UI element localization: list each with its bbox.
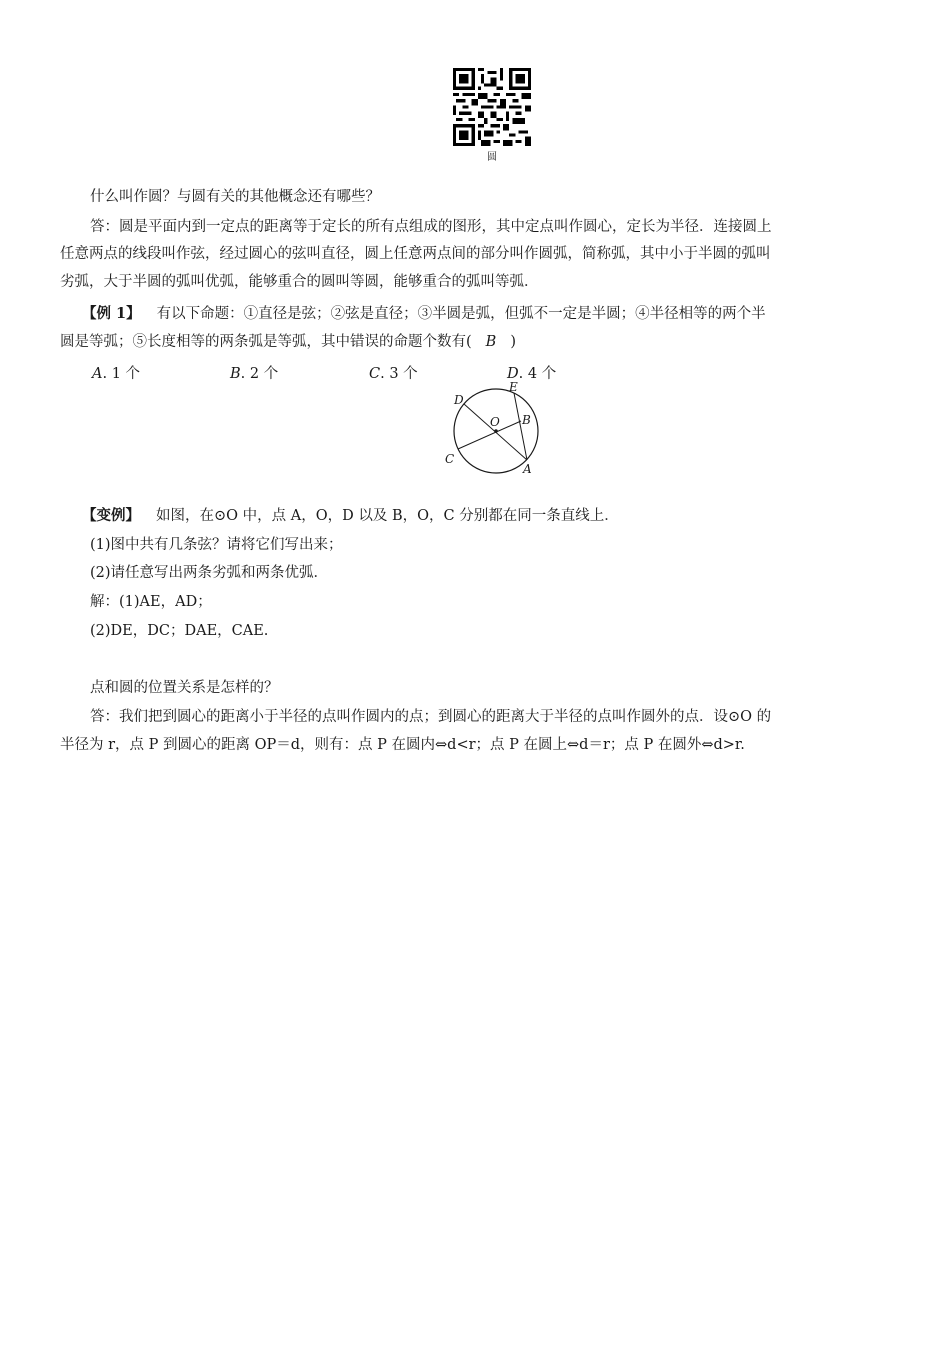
- option-c: C. 3 个: [369, 366, 418, 382]
- example1-label: 【例 1】: [82, 305, 141, 322]
- section1-question: 什么叫作圆？与圆有关的其他概念还有哪些？: [90, 189, 380, 205]
- label-o: O: [490, 415, 500, 429]
- label-c: C: [445, 452, 455, 466]
- circle-diagram: [440, 380, 550, 480]
- variant-line: [82, 507, 619, 525]
- example1-text: 圆是等弧；⑤长度相等的两条弧是等弧，其中错误的命题个数有(: [60, 334, 472, 350]
- label-a: A: [523, 462, 532, 476]
- section2-answer-line: 答：我们把到圆心的距离小于半径的点叫作圆内的点；到圆心的距离大于半径的点叫作圆外的点．设⊙O 的: [90, 709, 772, 725]
- example1-line2: [60, 333, 516, 351]
- variant-q2: (2)请任意写出两条劣弧和两条优弧．: [90, 565, 329, 581]
- variant-label: 【变例】: [82, 507, 140, 524]
- option-d: D. 4 个: [507, 366, 557, 382]
- example1-answer: B: [485, 334, 497, 350]
- variant-q1: (1)图中共有几条弦？请将它们写出来；: [90, 537, 343, 553]
- section1-answer-line: 劣弧，大于半圆的弧叫优弧，能够重合的圆叫等圆，能够重合的弧叫等弧．: [60, 274, 539, 290]
- center-point: [494, 429, 498, 433]
- section2-answer-line: 半径为 r，点 P 到圆心的距离 OP＝d，则有：点 P 在圆内⇔d<r；点 P 在圆上⇔d＝r；点 P 在圆外⇔d>r.: [60, 737, 745, 753]
- qr-caption: 圆: [487, 152, 497, 163]
- section2-question: 点和圆的位置关系是怎样的？: [90, 680, 279, 696]
- example1-line1: [82, 305, 766, 323]
- variant-sol2: (2)DE，DC；DAE，CAE.: [90, 623, 269, 639]
- variant-intro: 如图，在⊙O 中，点 A，O，D 以及 B，O，C 分别都在同一条直线上．: [156, 508, 619, 524]
- label-e: E: [509, 380, 518, 394]
- example1-text: 有以下命题：①直径是弦；②弦是直径；③半圆是弧，但弧不一定是半圆；④半径相等的两个半: [156, 306, 766, 322]
- label-b: B: [522, 413, 531, 427]
- section1-answer-line: 任意两点的线段叫作弦，经过圆心的弦叫直径，圆上任意两点间的部分叫作圆弧，简称弧，其中小于半圆的弧叫: [60, 246, 771, 262]
- section1-answer-line: 答：圆是平面内到一定点的距离等于定长的所有点组成的图形，其中定点叫作圆心，定长为半径．连接圆上: [90, 219, 772, 235]
- variant-sol1: 解：(1)AE，AD；: [90, 594, 212, 610]
- option-a: A. 1 个: [92, 366, 141, 382]
- option-b: B. 2 个: [230, 366, 279, 382]
- example1-text: ): [510, 334, 516, 350]
- qr-code-image: [453, 68, 531, 146]
- label-d: D: [454, 393, 464, 407]
